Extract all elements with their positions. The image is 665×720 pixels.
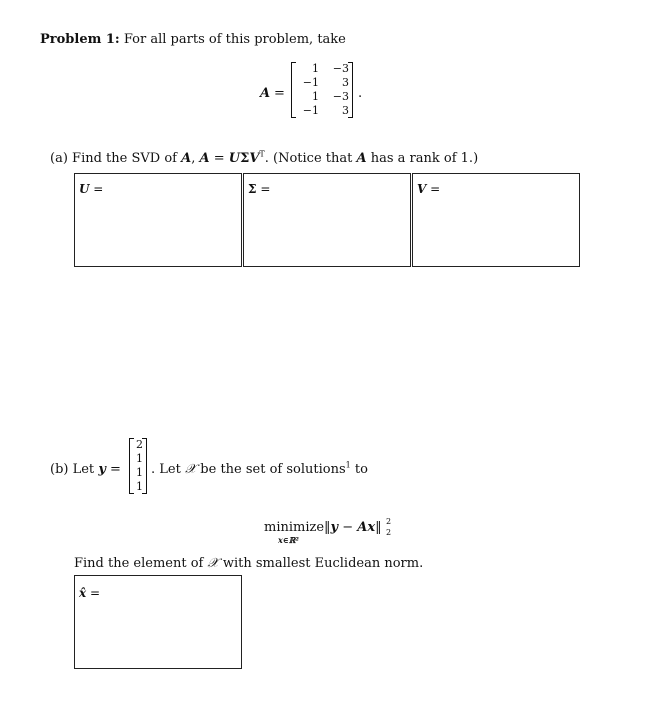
answer-box-xhat[interactable] bbox=[74, 575, 242, 669]
objective-sub: 2 bbox=[386, 528, 392, 537]
minimize-objective bbox=[324, 520, 382, 535]
matrix-a-cell: −1 bbox=[302, 76, 319, 89]
matrix-a-name: A bbox=[260, 86, 271, 101]
part-b-text-1: . Let bbox=[151, 462, 181, 477]
answer-box-sigma-label bbox=[248, 182, 270, 196]
find-text-1: Find the element of bbox=[74, 556, 204, 571]
part-a-statement bbox=[50, 151, 478, 166]
objective-sup: 2 bbox=[386, 517, 392, 526]
answer-box-u-label bbox=[79, 182, 103, 196]
matrix-a-cell: 3 bbox=[342, 104, 349, 117]
answer-box-sigma[interactable] bbox=[243, 173, 411, 267]
part-b-label: (b) bbox=[50, 462, 69, 477]
answer-box-sigma-var: Σ bbox=[248, 182, 257, 196]
find-text-2: with smallest Euclidean norm. bbox=[222, 556, 424, 571]
part-a-text-2: . (Notice that bbox=[264, 151, 353, 166]
problem-intro: For all parts of this problem, take bbox=[123, 32, 346, 47]
part-a-text-1: Find the SVD of bbox=[72, 151, 177, 166]
part-b-text-2: be the set of solutions bbox=[200, 462, 346, 477]
part-a-Sigma: Σ bbox=[240, 151, 250, 166]
part-a-T: T bbox=[259, 149, 265, 159]
objective-A: A bbox=[357, 520, 368, 535]
find-statement bbox=[74, 556, 423, 571]
matrix-a-cell: −1 bbox=[302, 104, 319, 117]
objective-y: y bbox=[330, 520, 339, 535]
matrix-a-cell: 1 bbox=[312, 62, 319, 75]
vector-y-cell: 2 bbox=[136, 438, 143, 451]
answer-box-v-var: V bbox=[417, 182, 427, 196]
part-b-footnote: 1 bbox=[345, 460, 351, 470]
part-a-A3: A bbox=[356, 151, 367, 166]
matrix-a bbox=[291, 62, 353, 118]
minimize-word: minimize bbox=[264, 520, 325, 535]
objective-minus: − bbox=[342, 520, 354, 535]
answer-box-u[interactable] bbox=[74, 173, 242, 267]
part-b-text-3: to bbox=[354, 462, 368, 477]
part-a-V: V bbox=[249, 151, 260, 166]
matrix-a-cell: −3 bbox=[332, 90, 349, 103]
answer-box-xhat-eq: = bbox=[89, 586, 101, 600]
matrix-a-cell: 3 bbox=[342, 76, 349, 89]
matrix-a-cell: −3 bbox=[332, 62, 349, 75]
part-a-comma: , bbox=[191, 151, 196, 166]
part-b-eq: = bbox=[110, 462, 121, 477]
minimize-subscript: x∈ℝ² bbox=[278, 535, 299, 545]
answer-box-xhat-label bbox=[79, 586, 100, 600]
matrix-a-cell: 1 bbox=[312, 90, 319, 103]
part-a-A2: A bbox=[199, 151, 210, 166]
answer-box-sigma-eq: = bbox=[260, 182, 271, 196]
vector-y bbox=[129, 438, 147, 494]
part-a-eq: = bbox=[213, 151, 225, 166]
answer-box-v-label bbox=[417, 182, 440, 196]
matrix-a-equals: = bbox=[274, 86, 285, 101]
objective-close: ‖ bbox=[375, 520, 382, 535]
part-a-A: A bbox=[181, 151, 192, 166]
vector-y-cell: 1 bbox=[136, 480, 143, 493]
problem-heading bbox=[40, 32, 346, 47]
part-a-label: (a) bbox=[50, 151, 68, 166]
matrix-a-trailing: . bbox=[358, 86, 363, 101]
part-b-y: y bbox=[98, 462, 106, 477]
answer-box-v-eq: = bbox=[430, 182, 441, 196]
answer-box-u-var: U bbox=[79, 182, 90, 196]
answer-box-v[interactable] bbox=[412, 173, 580, 267]
objective-open: ‖ bbox=[324, 520, 331, 535]
part-a-U: U bbox=[228, 151, 241, 166]
find-X: 𝒳 bbox=[207, 556, 219, 571]
objective-x: x bbox=[367, 520, 376, 535]
part-b-let bbox=[50, 462, 121, 477]
part-b-let-word: Let bbox=[72, 462, 95, 477]
problem-label: Problem 1: bbox=[40, 32, 120, 47]
part-b-X: 𝒳 bbox=[184, 462, 197, 477]
answer-box-u-eq: = bbox=[93, 182, 104, 196]
answer-box-xhat-var: x̂ bbox=[79, 586, 87, 600]
vector-y-cell: 1 bbox=[136, 466, 143, 479]
part-b-statement bbox=[151, 462, 368, 477]
vector-y-cell: 1 bbox=[136, 452, 143, 465]
part-a-text-3: has a rank of 1.) bbox=[370, 151, 479, 166]
